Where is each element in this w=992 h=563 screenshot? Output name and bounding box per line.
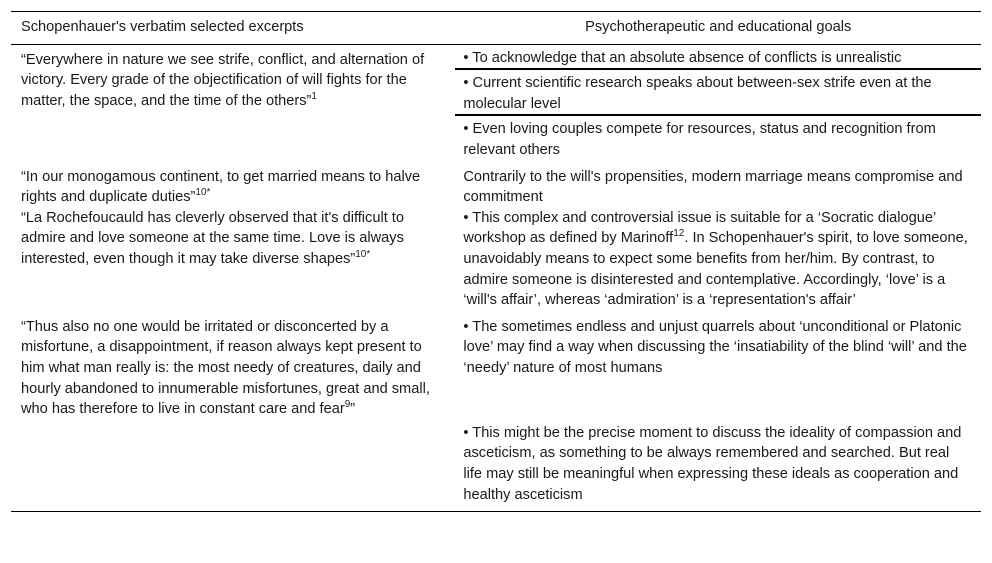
goal-cell: • To acknowledge that an absolute absence of conflicts is unrealistic <box>463 49 902 66</box>
goal-cell: Contrarily to the will's propensities, modern marriage means compromise and commitment <box>463 168 963 206</box>
table-header-row <box>11 12 981 45</box>
goal-cell: • The sometimes endless and unjust quarrels about ‘unconditional or Platonic love’ may find a way when discussing the ‘insatiability of the blind ‘will’ and the ‘needy’ nature of most humans <box>463 318 967 376</box>
excerpt-cell: “Thus also no one would be irritated or disconcerted by a misfortune, a disappointment, if reason always kept present to him what man really is: the most needy of creatures, daily and hourly abandoned to innumerable misfortunes, great and small, who has therefore to live in constant care and fear$^9$” <box>21 318 430 418</box>
table-row <box>11 167 981 208</box>
table-row <box>11 423 981 512</box>
footnote-ref: 10* <box>195 187 211 199</box>
footnote-ref: 9 <box>344 399 351 411</box>
footnote-ref: 1 <box>311 90 317 102</box>
excerpt-cell: “Everywhere in nature we see strife, conflict, and alternation of victory. Every grade of the objectification of will fights for the matter, the space, and the time of the others”$^1$ <box>21 51 425 109</box>
empty-cell <box>11 423 455 512</box>
footnote-ref: 10* <box>355 248 371 260</box>
table-row <box>11 317 981 423</box>
table-row <box>11 208 981 317</box>
excerpt-cell: “La Rochefoucauld has cleverly observed that it's difficult to admire and love someone at the same time. Love is always interested, even though it may take diverse shapes”$^{10*}$ <box>21 209 404 267</box>
header-excerpts: Schopenhauer's verbatim selected excerpts <box>11 12 455 45</box>
header-goals: Psychotherapeutic and educational goals <box>455 12 981 45</box>
footnote-ref: 12 <box>673 228 685 240</box>
table-row <box>11 44 981 69</box>
goal-cell: • This might be the precise moment to discuss the ideality of compassion and asceticism, as something to be always remembered and searched. But real life may still be meaningful when expressing these ideals as cooperation and healthy asceticism <box>455 423 981 512</box>
excerpts-table-container <box>11 11 981 512</box>
goal-cell: • This complex and controversial issue is suitable for a ‘Socratic dialogue’ workshop as defined by Marinoff$^{12}$. In Schopenhauer's spirit, to love someone, unavoidably means to expect some benefits from her/him. By contrast, to admire someone is disinterested and contemplative. Accordingly, ‘love’ is a ‘will's affair’, whereas ‘admiration’ is a ‘representation's affair’ <box>463 209 968 309</box>
excerpts-table <box>11 11 981 512</box>
goal-cell: • Even loving couples compete for resources, status and recognition from relevant others <box>455 115 981 166</box>
goal-cell: • Current scientific research speaks about between-sex strife even at the molecular level <box>455 69 981 115</box>
excerpt-cell: “In our monogamous continent, to get married means to halve rights and duplicate duties”$^{10*}$ <box>21 168 421 206</box>
